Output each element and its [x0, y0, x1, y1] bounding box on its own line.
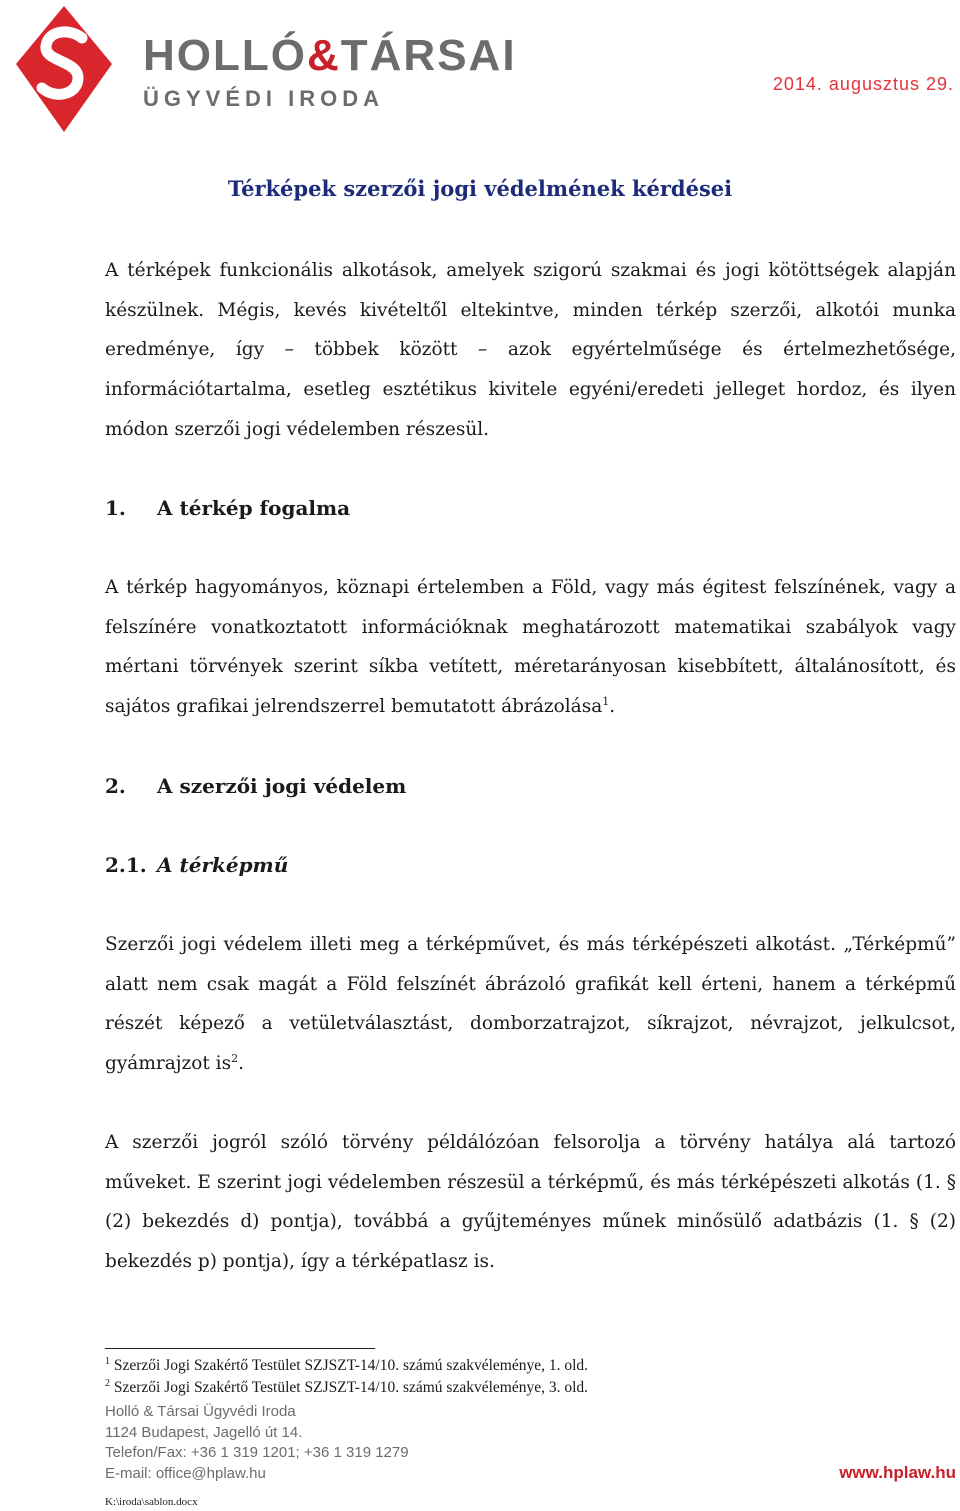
section-number: 2.1.	[105, 853, 147, 877]
section-title: A térkép fogalma	[157, 496, 351, 520]
section-1-paragraph: A térkép hagyományos, köznapi értelemben a Föld, vagy más égitest felszínének, vagy a felszínére vonatkoztatott információknak meghatározott matematikai szabályok vagy mértani törvények szerint síkba vetített, méretarányosan kisebbített, általánosított, és sajátos grafikai jelrendszerrel bemutatott ábrázolása$^1$.	[105, 577, 956, 718]
document-title: Térképek szerzői jogi védelmének kérdései	[227, 176, 733, 201]
intro-paragraph: A térképek funkcionális alkotások, amelyek szigorú szakmai és jogi kötöttségek alapján készülnek. Mégis, kevés kivételtől eltekintve, minden térkép szerzői, alkotói munka eredménye, így – többek között – azok egyértelműsége és értelmezhetősége, információtartalma, esetleg esztétikus kivitele egyéni/eredeti jelleget hordoz, és ilyen módon szerzői jogi védelemben részesül.	[105, 260, 956, 440]
logo-mark-icon	[12, 4, 116, 134]
footnote-separator	[105, 1348, 375, 1349]
section-2-1-paragraph-2: A szerzői jogról szóló törvény példálózóan felsorolja a törvény hatálya alá tartozó műveket. E szerint jogi védelemben részesül a térképmű, és más térképészeti alkotás (1. § (2) bekezdés d) pontja), továbbá a gyűjteményes műnek minősülő adatbázis (1. § (2) bekezdés p) pontja), így a térképatlasz is.	[105, 1132, 956, 1273]
file-path: K:\iroda\sablon.docx	[105, 1496, 198, 1508]
footnote-2: $^2$ Szerzői Jogi Szakértő Testület SZJSZT-14/10. számú szakvéleménye, 3. old.	[105, 1377, 589, 1396]
document-date: 2014. augusztus 29.	[772, 74, 954, 94]
footnote-ref[interactable]: 2	[231, 1051, 239, 1065]
section-2-1-heading	[105, 853, 288, 877]
footer-firm: Holló & Társai Ügyvédi Iroda	[105, 1403, 296, 1420]
footer-email[interactable]: E-mail: office@hplaw.hu	[105, 1464, 266, 1482]
section-title: A szerzői jogi védelem	[157, 774, 407, 798]
brand-subtitle: ÜGYVÉDI IRODA	[143, 86, 385, 111]
section-2-1-paragraph: Szerzői jogi védelem illeti meg a térképművet, és más térképészeti alkotást. „Térképmű” alatt nem csak magát a Föld felszínét ábrázoló grafikát kell érteni, hanem a térképmű részét képező a vetületválasztást, domborzatrajzot, síkrajzot, névrajzot, jelkulcsot, gyámrajzot $is^2$.	[105, 934, 956, 1075]
section-1-heading	[105, 496, 350, 520]
brand-name: HOLLÓ&TÁRSAI	[143, 31, 517, 80]
section-number: 1.	[105, 496, 126, 520]
footnote-ref[interactable]: 1	[602, 694, 610, 708]
footer-phone: Telefon/Fax: +36 1 319 1201; +36 1 319 1279	[105, 1444, 409, 1461]
section-number: 2.	[105, 774, 126, 798]
company-logo	[8, 4, 548, 134]
footnote-1: $^1$ Szerzői Jogi Szakértő Testület SZJSZT-14/10. számú szakvéleménye, 1. old.	[105, 1355, 589, 1374]
website-link[interactable]: www.hplaw.hu	[839, 1463, 956, 1482]
section-title: A térképmű	[157, 853, 289, 877]
footer-address	[105, 1402, 409, 1484]
footer-street: 1124 Budapest, Jagelló út 14.	[105, 1423, 303, 1441]
section-2-heading	[105, 774, 406, 798]
